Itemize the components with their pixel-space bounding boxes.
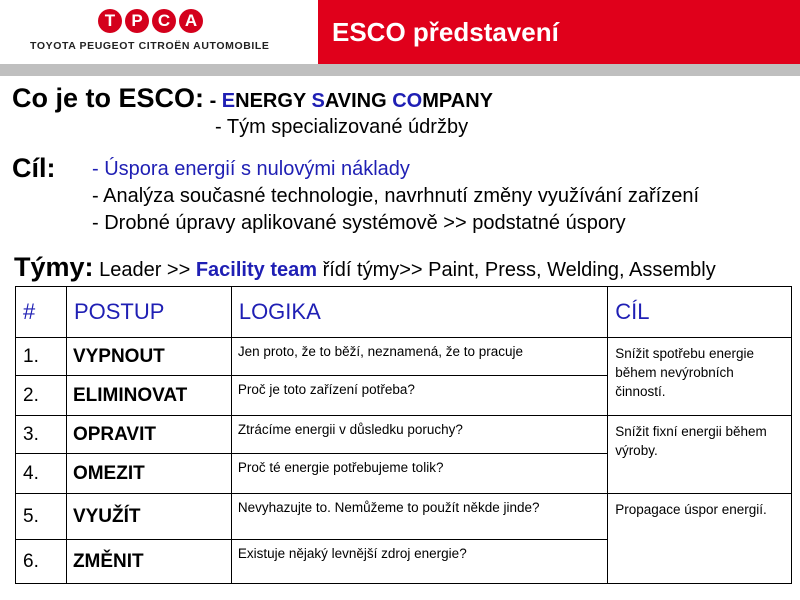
- header-divider: [0, 64, 800, 76]
- table-row: [16, 338, 792, 376]
- row-number: 4.: [16, 454, 67, 494]
- row-step: VYPNOUT: [66, 338, 231, 376]
- esco-dash: -: [204, 90, 222, 112]
- row-logic: Proč té energie potřebujeme tolik?: [231, 454, 607, 494]
- goal-item: - Drobné úpravy aplikované systémově >> podstatné úspory: [92, 212, 626, 234]
- row-number: 6.: [16, 540, 67, 584]
- row-number: 3.: [16, 416, 67, 454]
- row-logic: Ztrácíme energii v důsledku poruchy?: [231, 416, 607, 454]
- header-number: #: [16, 287, 67, 338]
- teams-pre: Leader >>: [99, 259, 196, 281]
- row-goal: Propagace úspor energií.: [608, 494, 792, 584]
- header-cil: CÍL: [608, 287, 792, 338]
- logo-letter-c: C: [152, 9, 176, 33]
- esco-co: CO: [392, 90, 423, 112]
- goal-label: Cíl:: [12, 153, 56, 183]
- facility-team: Facility team: [195, 259, 318, 281]
- goal-item: - Analýza současné technologie, navrhnutí změny využívání zařízení: [92, 185, 700, 207]
- row-logic: Jen proto, že to běží, neznamená, že to pracuje: [231, 338, 607, 376]
- esco-nergy: NERGY: [235, 90, 312, 112]
- row-step: ELIMINOVAT: [66, 376, 231, 416]
- slide-header: [0, 0, 800, 64]
- teams-post: řídí týmy>> Paint, Press, Welding, Assembly: [317, 259, 716, 281]
- row-step: OMEZIT: [66, 454, 231, 494]
- esco-label: Co je to ESCO:: [12, 83, 205, 113]
- esco-line2: - Tým specializované údržby: [215, 116, 469, 138]
- esco-aving: AVING: [324, 90, 393, 112]
- row-number: 1.: [16, 338, 67, 376]
- row-logic: Nevyhazujte to. Nemůžeme to použít někde jinde?: [231, 494, 607, 540]
- logo-subtitle: TOYOTA PEUGEOT CITROËN AUTOMOBILE: [30, 40, 270, 52]
- row-step: ZMĚNIT: [66, 540, 231, 584]
- row-step: OPRAVIT: [66, 416, 231, 454]
- row-number: 2.: [16, 376, 67, 416]
- teams-label: Týmy:: [14, 252, 94, 282]
- tpca-logo: [0, 0, 318, 64]
- row-number: 5.: [16, 494, 67, 540]
- esco-e: E: [221, 90, 236, 112]
- esco-mpany: MPANY: [422, 90, 493, 112]
- esco-s: S: [311, 90, 325, 112]
- logo-letters: [98, 9, 203, 33]
- table-row: [16, 494, 792, 540]
- row-logic: Existuje nějaký levnější zdroj energie?: [231, 540, 607, 584]
- row-goal: Snížit fixní energii během výroby.: [608, 416, 792, 494]
- goal-item: - Úspora energií s nulovými náklady: [92, 158, 410, 180]
- logo-letter-p: P: [125, 9, 149, 33]
- esco-definition: [12, 83, 493, 114]
- header-postup: POSTUP: [66, 287, 231, 338]
- header-logika: LOGIKA: [231, 287, 607, 338]
- row-step: VYUŽÍT: [66, 494, 231, 540]
- esco-steps-table: [15, 286, 792, 584]
- table-row: [16, 416, 792, 454]
- teams-line: [14, 252, 716, 283]
- slide-title: ESCO představení: [318, 0, 800, 64]
- logo-letter-a: A: [179, 9, 203, 33]
- logo-letter-t: T: [98, 9, 122, 33]
- row-goal: Snížit spotřebu energie během nevýrobních činností.: [608, 338, 792, 416]
- row-logic: Proč je toto zařízení potřeba?: [231, 376, 607, 416]
- table-header-row: [16, 287, 792, 338]
